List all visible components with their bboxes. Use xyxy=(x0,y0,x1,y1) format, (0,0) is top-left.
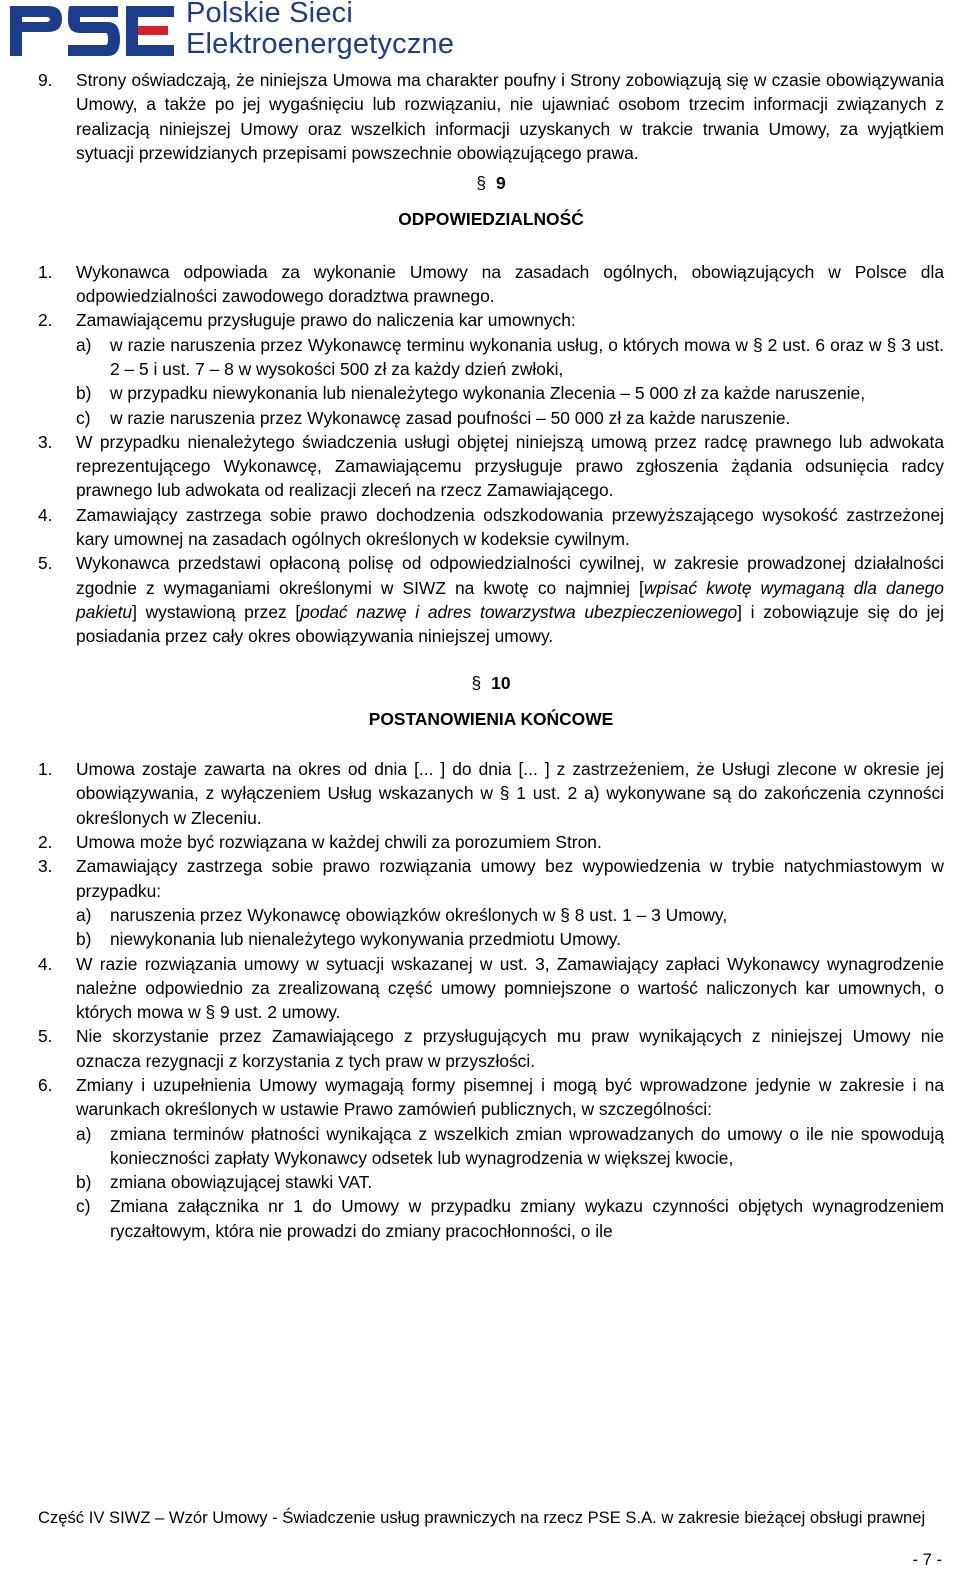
sub-item xyxy=(38,1170,944,1194)
list-item xyxy=(38,68,944,165)
sub-letter: b) xyxy=(76,383,92,404)
page-footer: Część IV SIWZ – Wzór Umowy - Świadczenie usług prawniczych na rzecz PSE S.A. w zakresie bieżącej obsługi prawnej xyxy=(38,1508,926,1527)
item-text: W przypadku nienależytego świadczenia usługi objętej niniejszą umową przez radcę prawnego lub adwokata reprezentującego Wykonawcę, Zamawiającemu przysługuje prawo zgłoszenia żądania odsunięcia radcy prawnego lub adwokata od realizacji zleceń na rzecz Zamawiającego. xyxy=(76,431,944,501)
item-number: 9. xyxy=(38,70,53,90)
sub-text: niewykonania lub nienależytego wykonywania przedmiotu Umowy. xyxy=(110,929,622,950)
sub-letter: c) xyxy=(76,1196,91,1217)
list-item xyxy=(38,854,944,903)
pse-logo-mark xyxy=(8,0,178,60)
item-text-part: ] wystawioną przez [ xyxy=(132,601,301,622)
item-number: 3. xyxy=(38,431,53,452)
section-10-title: POSTANOWIENIA KOŃCOWE xyxy=(368,708,614,729)
list-item xyxy=(38,830,944,854)
item-number: 4. xyxy=(38,504,53,525)
placeholder-text: wpisać kwotę wymaganą dla danego pakietu xyxy=(76,577,944,622)
list-item xyxy=(38,551,944,648)
item-number: 5. xyxy=(38,553,53,574)
sub-item xyxy=(38,1194,944,1243)
item-text: Umowa zostaje zawarta na okres od dnia [... ] do dnia [... ] z zastrzeżeniem, że Usługi zlecone w okresie jej obowiązywania, z wyłączeniem Usług wskazanych w § 1 ust. 2 a) wykonywane są do zakończenia czynności określonych w Zleceniu. xyxy=(76,759,944,828)
sub-item xyxy=(38,1122,944,1171)
sub-item xyxy=(38,927,944,951)
list-item xyxy=(38,260,944,309)
item-number: 2. xyxy=(38,832,53,853)
placeholder-text: podać nazwę i adres towarzystwa ubezpieczeniowego xyxy=(300,601,738,622)
item-text xyxy=(76,553,944,646)
item-text: Zmiany i uzupełnienia Umowy wymagają formy pisemnej i mogą być wprowadzone jedynie w zakresie i na warunkach określonych w ustawie Prawo zamówień publicznych, w szczególności: xyxy=(76,1074,944,1120)
section-symbol: § xyxy=(476,173,486,194)
item-text: Zamawiający zastrzega sobie prawo dochodzenia odszkodowania przewyższającego wysokość zastrzeżonej kary umownej na zasadach ogólnych określonych w kodeksie cywilnym. xyxy=(76,504,944,550)
sub-text: w przypadku niewykonania lub nienależytego wykonania Zlecenia – 5 000 zł za każde naruszenie, xyxy=(110,383,866,404)
item-number: 5. xyxy=(38,1026,53,1047)
logo-line-1: Polskie Sieci xyxy=(186,0,353,29)
item-text: W razie rozwiązania umowy w sytuacji wskazanej w ust. 3, Zamawiający zapłaci Wykonawcy wynagrodzenie należne odpowiednio za zrealizowaną część umowy pomniejszone o wartość naliczonych kar umownych, o których mowa w § 9 ust. 2 umowy. xyxy=(76,953,944,1023)
list-item xyxy=(38,308,944,332)
pse-logo xyxy=(8,0,478,62)
item-text: Nie skorzystanie przez Zamawiającego z przysługujących mu praw wynikających z niniejszej Umowy nie oznacza rezygnacji z korzystania z tych praw w przyszłości. xyxy=(76,1026,944,1071)
sub-text: w razie naruszenia przez Wykonawcę zasad poufności – 50 000 zł za każde naruszenie. xyxy=(110,407,791,428)
item-number: 4. xyxy=(38,953,53,974)
item-text: Strony oświadczają, że niniejsza Umowa ma charakter poufny i Strony zobowiązują się w czasie obowiązywania Umowy, a także po jej wygaśnięciu lub rozwiązaniu, nie ujawniać osobom trzecim informacji związanych z realizacją niniejszej Umowy oraz wszelkich informacji uzyskanych w trakcie trwania Umowy, za wyjątkiem sytuacji przewidzianych przepisami powszechnie obowiązującego prawa. xyxy=(76,70,944,163)
list-item xyxy=(38,1073,944,1122)
item-text: Zamawiającemu przysługuje prawo do naliczenia kar umownych: xyxy=(76,310,576,331)
section-10-number xyxy=(38,671,944,695)
sub-text: Zmiana załącznika nr 1 do Umowy w przypadku zmiany wykazu czynności objętych wynagrodzeniem ryczałtowym, która nie prowadzi do zmiany pracochłonności, o ile xyxy=(110,1196,944,1241)
section-9-title: ODPOWIEDZIALNOŚĆ xyxy=(398,209,584,230)
list-item xyxy=(38,430,944,503)
item-text-part: ] i zobowiązuje się do jej posiadania przez cały okres obowiązywania niniejszej umowy. xyxy=(76,601,944,647)
list-item xyxy=(38,952,944,1025)
item-text: Umowa może być rozwiązana w każdej chwili za porozumiem Stron. xyxy=(76,832,602,853)
section-number: 9 xyxy=(496,173,506,194)
sub-letter: b) xyxy=(76,929,92,950)
section-number: 10 xyxy=(491,672,511,693)
sub-text: zmiana terminów płatności wynikająca z wszelkich zmian wprowadzanych do umowy o ile nie spowodują konieczności zapłaty Wykonawcy odsetek lub wynagrodzenia w większej kwocie, xyxy=(110,1123,944,1168)
item-number: 3. xyxy=(38,856,53,877)
item-number: 1. xyxy=(38,261,53,282)
item-number: 1. xyxy=(38,759,53,780)
sub-text: naruszenia przez Wykonawcę obowiązków określonych w § 8 ust. 1 – 3 Umowy, xyxy=(110,904,728,925)
item-number: 2. xyxy=(38,310,53,331)
sub-item xyxy=(38,381,944,405)
item-text: Wykonawca odpowiada za wykonanie Umowy na zasadach ogólnych, obowiązujących w Polsce dla odpowiedzialności zawodowego doradztwa prawnego. xyxy=(76,261,944,307)
document-body xyxy=(38,68,944,1243)
list-item xyxy=(38,503,944,552)
sub-item xyxy=(38,406,944,430)
sub-text: zmiana obowiązującej stawki VAT. xyxy=(110,1172,373,1193)
logo-wordmark xyxy=(186,0,454,60)
sub-item xyxy=(38,333,944,382)
item-text-part: Wykonawca przedstawi opłaconą polisę od odpowiedzialności cywilnej, w zakresie prowadzonej działalności zgodnie z wymaganiami określonymi w SIWZ na kwotę co najmniej [ xyxy=(76,553,944,598)
sub-letter: a) xyxy=(76,334,92,355)
item-text: Zamawiający zastrzega sobie prawo rozwiązania umowy bez wypowiedzenia w trybie natychmiastowym w przypadku: xyxy=(76,856,944,901)
sub-letter: c) xyxy=(76,407,91,428)
item-number: 6. xyxy=(38,1074,53,1095)
sub-letter: a) xyxy=(76,904,92,925)
sub-letter: b) xyxy=(76,1172,92,1193)
sub-item xyxy=(38,903,944,927)
sub-letter: a) xyxy=(76,1123,92,1144)
logo-line-2: Elektroenergetyczne xyxy=(186,28,455,60)
page-number: - 7 - xyxy=(912,1550,942,1569)
section-symbol: § xyxy=(471,672,482,693)
sub-text: w razie naruszenia przez Wykonawcę terminu wykonania usług, o których mowa w § 2 ust. 6 oraz w § 3 ust. 2 – 5 i ust. 7 – 8 w wysokości 500 zł za każdy dzień zwłoki, xyxy=(110,334,944,379)
section-9-number xyxy=(38,171,944,195)
list-item xyxy=(38,1024,944,1073)
list-item xyxy=(38,757,944,830)
